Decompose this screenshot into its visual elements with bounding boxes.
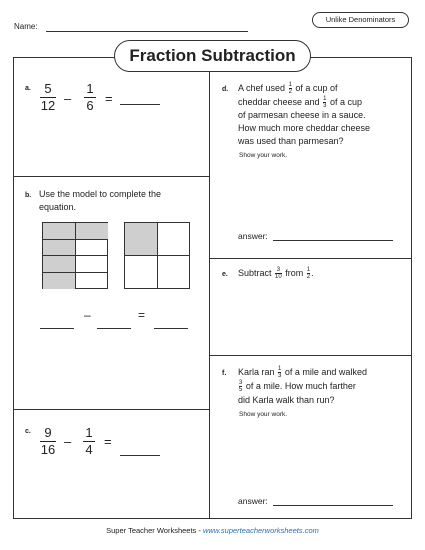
page-title: Fraction Subtraction xyxy=(114,40,311,72)
fraction-c2 xyxy=(83,426,95,457)
model-grid-fourths xyxy=(124,222,190,289)
problem-b-label: b. xyxy=(25,192,32,199)
inline-fraction: $\frac{3}{10}$ xyxy=(275,267,282,281)
denominator: 4 xyxy=(85,442,93,457)
text: of a cup of xyxy=(295,83,338,93)
problem-f-line-1 xyxy=(238,366,367,379)
answer-line-b3[interactable] xyxy=(154,328,188,329)
problem-e-label: e. xyxy=(222,271,228,278)
footer xyxy=(0,526,425,535)
answer-line-b1[interactable] xyxy=(40,328,74,329)
numerator: 1 xyxy=(85,425,93,440)
problem-d-line-1 xyxy=(238,82,337,95)
footer-brand: Super Teacher Worksheets - xyxy=(106,526,203,535)
numerator: 1 xyxy=(86,81,94,96)
divider-a-b xyxy=(13,176,210,177)
text: of a cup xyxy=(329,97,362,107)
inline-fraction: $\frac{1}{3}$ xyxy=(278,366,282,380)
equals-sign: = xyxy=(105,91,113,106)
divider-e-f xyxy=(209,355,412,356)
fraction-a2 xyxy=(84,82,96,113)
text: Subtract xyxy=(238,268,272,278)
fraction-c1 xyxy=(40,426,56,457)
answer-label-d: answer: xyxy=(238,231,268,241)
model-grid-eighths xyxy=(42,222,108,289)
problem-d-line-2 xyxy=(238,96,362,109)
numerator: 5 xyxy=(44,81,52,96)
problem-f-line-3: did Karla walk than run? xyxy=(238,395,335,405)
name-field[interactable] xyxy=(46,31,248,32)
answer-label-f: answer: xyxy=(238,496,268,506)
topic-badge: Unlike Denominators xyxy=(312,12,409,28)
show-work-f: Show your work. xyxy=(239,411,288,418)
text: from xyxy=(285,268,304,278)
minus-sign: – xyxy=(84,308,91,322)
text: A chef used xyxy=(238,83,286,93)
inline-fraction: $\frac{1}{2}$ xyxy=(288,82,292,96)
fraction-a1 xyxy=(40,82,56,113)
answer-line-b2[interactable] xyxy=(97,328,131,329)
denominator: 16 xyxy=(40,442,56,457)
problem-d-line-4: How much more cheddar cheese xyxy=(238,123,371,133)
equals-sign: = xyxy=(138,308,146,322)
problem-e-text xyxy=(238,267,314,280)
column-divider xyxy=(209,57,210,519)
problem-f-line-2 xyxy=(238,380,356,393)
show-work-d: Show your work. xyxy=(239,152,288,159)
answer-line-f[interactable] xyxy=(273,505,393,506)
problem-b-text-1: Use the model to complete the xyxy=(39,189,162,199)
problem-c-label: c. xyxy=(25,428,31,435)
inline-fraction: $\frac{3}{5}$ xyxy=(239,380,243,394)
denominator: 6 xyxy=(86,98,94,113)
inline-fraction: $\frac{1}{2}$ xyxy=(306,267,311,281)
text: of a mile and walked xyxy=(284,367,367,377)
problem-a-label: a. xyxy=(25,85,31,92)
problem-d-line-5: was used than parmesan? xyxy=(238,136,344,146)
numerator: 9 xyxy=(44,425,52,440)
answer-line-c[interactable] xyxy=(120,455,160,456)
divider-b-c xyxy=(13,409,210,410)
text: of a mile. How much farther xyxy=(245,381,356,391)
minus-sign: – xyxy=(64,434,72,449)
divider-d-e xyxy=(209,258,412,259)
inline-fraction: $\frac{1}{3}$ xyxy=(323,96,327,110)
problem-f-label: f. xyxy=(222,370,227,377)
problem-b-text-2: equation. xyxy=(39,202,77,212)
text: cheddar cheese and xyxy=(238,97,320,107)
answer-line-d[interactable] xyxy=(273,240,393,241)
problem-d-line-3: of parmesan cheese in a sauce. xyxy=(238,110,366,120)
answer-line-a[interactable] xyxy=(120,104,160,105)
footer-link[interactable]: www.superteacherworksheets.com xyxy=(202,526,319,535)
text: . xyxy=(311,268,314,278)
equals-sign: = xyxy=(104,434,112,449)
name-label: Name: xyxy=(14,22,38,31)
text: Karla ran xyxy=(238,367,275,377)
denominator: 12 xyxy=(40,98,56,113)
problem-d-label: d. xyxy=(222,86,229,93)
minus-sign: – xyxy=(64,91,72,106)
